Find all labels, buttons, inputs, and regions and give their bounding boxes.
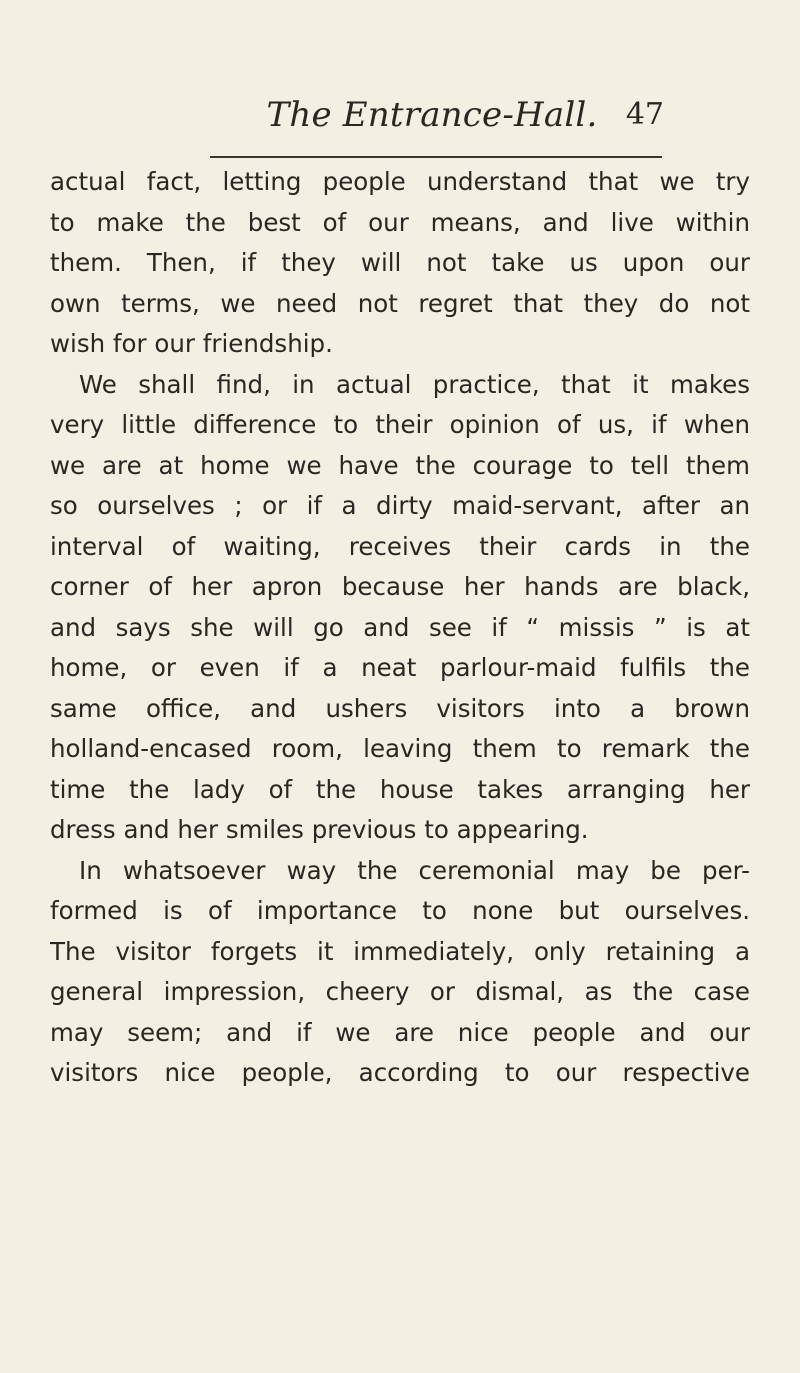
text-line: own terms, we need not regret that they do not <box>50 288 750 318</box>
header-rule <box>210 156 662 158</box>
text-line: wish for our friendship. <box>50 329 333 358</box>
text-line: and says she will go and see if “ missis ” is at <box>50 612 750 642</box>
text-line: interval of waiting, receives their cards in the <box>50 531 750 561</box>
text-line: home, or even if a neat parlour-maid fulfils the <box>50 653 750 682</box>
text-line: visitors nice people, according to our respective <box>50 1058 750 1087</box>
text-line: very little difference to their opinion of us, if when <box>50 410 750 439</box>
text-line: dress and her smiles previous to appearing. <box>50 815 589 844</box>
text-line: We shall find, in actual practice, that it makes <box>79 369 750 399</box>
text-line: general impression, cheery or dismal, as the case <box>50 977 750 1006</box>
text-line: may seem; and if we are nice people and our <box>50 1017 750 1047</box>
text-line: formed is of importance to none but ourselves. <box>50 896 750 925</box>
body-text <box>50 162 750 1094</box>
text-line: corner of her apron because her hands are black, <box>50 572 750 601</box>
running-head-title: The Entrance-Hall. <box>266 95 598 135</box>
text-line: The visitor forgets it immediately, only retaining a <box>50 936 750 966</box>
text-line: actual fact, letting people understand that we try <box>50 167 750 196</box>
text-line: them. Then, if they will not take us upon our <box>50 248 750 277</box>
text-line: so ourselves ; or if a dirty maid-servant, after an <box>50 491 750 520</box>
text-line: In whatsoever way the ceremonial may be per- <box>79 855 750 885</box>
text-line: we are at home we have the courage to tell them <box>50 450 750 480</box>
page-number: 47 <box>625 97 664 132</box>
text-line: holland-encased room, leaving them to remark the <box>50 734 750 763</box>
text-line: to make the best of our means, and live within <box>50 207 750 237</box>
text-line: time the lady of the house takes arranging her <box>50 774 750 804</box>
text-line: same office, and ushers visitors into a brown <box>50 693 750 723</box>
running-head <box>200 92 664 138</box>
